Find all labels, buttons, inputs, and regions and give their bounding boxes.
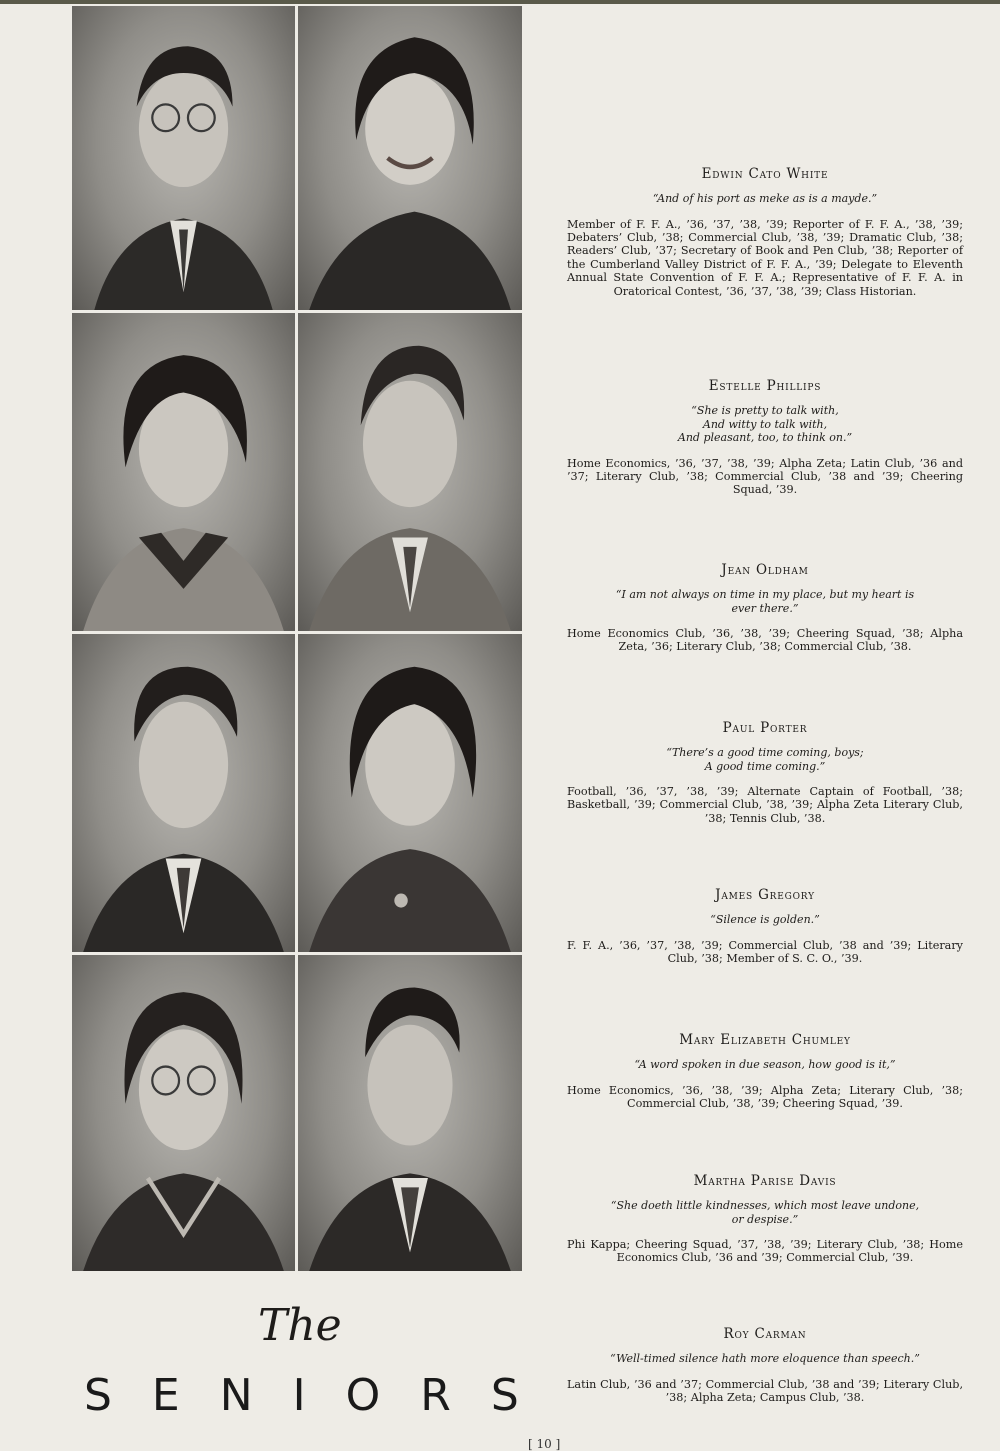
senior-entry-2 [567, 378, 963, 497]
senior-name: Estelle Phillips [708, 378, 822, 394]
portrait-photo-4 [298, 313, 522, 631]
senior-name: Paul Porter [722, 720, 808, 736]
senior-entry-4 [567, 720, 963, 825]
senior-quote: “She is pretty to talk with, And witty to talk with, And pleasant, too, to think on.” [677, 404, 853, 444]
page-number: [ 10 ] [528, 1437, 561, 1451]
portrait-photo-6 [298, 634, 522, 952]
senior-entry-3 [567, 562, 963, 654]
senior-activities: Home Economics, ’36, ’37, ’38, ’39; Alpha Zeta; Latin Club, ’36 and ’37; Literary Club, ’38; Commercial Club, ’38 and ’39; Cheering Squad, ’39. [567, 456, 963, 497]
senior-entry-8 [567, 1326, 963, 1404]
page-top-edge [0, 0, 1000, 4]
senior-name: Jean Oldham [721, 562, 809, 578]
senior-activities: Football, ’36, ’37, ’38, ’39; Alternate Captain of Football, ’38; Basketball, ’39; Commercial Club, ’38, ’39; Alpha Zeta Literary Club, ’38; Tennis Club, ’38. [567, 785, 963, 825]
portrait-photo-1 [72, 6, 295, 310]
senior-name: Martha Parise Davis [693, 1173, 837, 1189]
senior-entry-5 [567, 887, 963, 965]
senior-activities: F. F. A., ’36, ’37, ’38, ’39; Commercial Club, ’38 and ’39; Literary Club, ’38; Member of S. C. O., ’39. [567, 938, 963, 965]
senior-quote: “There’s a good time coming, boys; A good time coming.” [666, 746, 864, 773]
senior-entry-6 [567, 1032, 963, 1110]
senior-activities: Home Economics Club, ’36, ’38, ’39; Cheering Squad, ’38; Alpha Zeta, ’36; Literary Club, ’38; Commercial Club, ’38. [567, 627, 963, 654]
portrait-photo-2 [298, 6, 522, 310]
portrait-photo-8 [298, 955, 522, 1271]
senior-activities: Home Economics, ’36, ’38, ’39; Alpha Zeta; Literary Club, ’38; Commercial Club, ’38, ’39; Cheering Squad, ’39. [567, 1083, 963, 1110]
senior-name: Mary Elizabeth Chumley [679, 1032, 851, 1048]
portrait-photo-7 [72, 955, 295, 1271]
title-seniors: SENIORS [84, 1370, 559, 1421]
senior-quote: “Well-timed silence hath more eloquence than speech.” [610, 1352, 920, 1365]
senior-entry-7 [567, 1173, 963, 1265]
senior-quote: “Silence is golden.” [710, 913, 820, 926]
portrait-photo-3 [72, 313, 295, 631]
senior-quote: “I am not always on time in my place, but my heart is ever there.” [615, 588, 915, 615]
portrait-photo-5 [72, 634, 295, 952]
senior-quote: “A word spoken in due season, how good is it,” [634, 1058, 896, 1071]
senior-name: James Gregory [715, 887, 815, 903]
title-script-the: The [258, 1300, 342, 1351]
senior-activities: Phi Kappa; Cheering Squad, ’37, ’38, ’39; Literary Club, ’38; Home Economics Club, ’36 and ’39; Commercial Club, ’39. [567, 1238, 963, 1265]
senior-quote: “And of his port as meke as is a mayde.” [652, 192, 878, 205]
senior-entry-1 [567, 166, 963, 298]
senior-name: Edwin Cato White [701, 166, 829, 182]
senior-activities: Latin Club, ’36 and ’37; Commercial Club, ’38 and ’39; Literary Club, ’38; Alpha Zeta; Campus Club, ’38. [567, 1377, 963, 1404]
senior-activities: Member of F. F. A., ’36, ’37, ’38, ’39; Reporter of F. F. A., ’38, ’39; Debaters’ Club, ’38; Commercial Club, ’38, ’39; Dramatic Club, ’38; Readers’ Club, ’37; Secretary of Book and Pen Club, ’38; Reporter of the Cumberland Valley District of F. F. A., ’39; Delegate to Eleventh Annual State Convention of F. F. A.; Representative of F. F. A. in Oratorical Contest, ’36, ’37, ’38, ’39; Class Historian. [567, 217, 963, 298]
senior-name: Roy Carman [723, 1326, 807, 1342]
senior-quote: “She doeth little kindnesses, which most leave undone, or despise.” [610, 1199, 920, 1226]
